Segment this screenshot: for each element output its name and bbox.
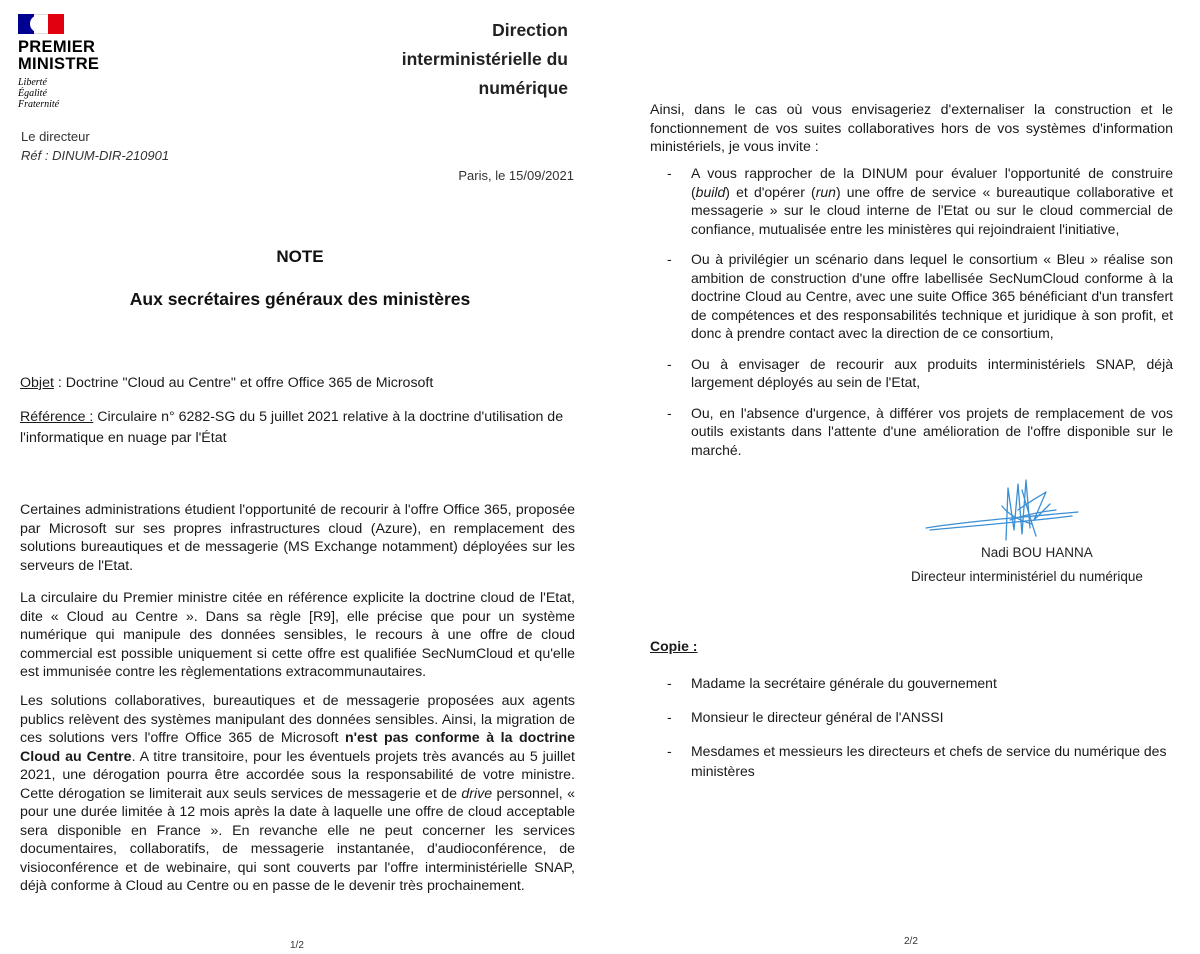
- signatory-title: Directeur interministériel du numérique: [911, 569, 1143, 584]
- bullet-1-italic-build: build: [695, 183, 726, 200]
- signatory-name: Nadi BOU HANNA: [981, 545, 1093, 560]
- addressee: Aux secrétaires généraux des ministères: [129, 289, 471, 309]
- paragraph-3-italic: drive: [461, 785, 493, 802]
- reference-code: Réf : DINUM-DIR-210901: [21, 148, 170, 163]
- objet-text: : Doctrine "Cloud au Centre" et offre Office 365 de Microsoft: [53, 375, 434, 391]
- invitation-list: [650, 164, 1173, 471]
- dash-bullet: -: [667, 709, 672, 725]
- page-number: 1/2: [290, 940, 304, 951]
- copie-label: Copie :: [650, 638, 698, 654]
- copie-item-text: Monsieur le directeur général de l'ANSSI: [691, 709, 944, 725]
- dash-bullet: -: [667, 675, 672, 691]
- paragraph-1: Certaines administrations étudient l'opportunité de recourir à l'offre Office 365, proposée par Microsoft sur ses propres infrastructures cloud (Azure), en remplacement des solutions bureautiques et de messagerie (MS Exchange notamment) déployées sur les serveurs de l'Etat.: [20, 502, 575, 574]
- bullet-2-text: Ou à privilégier un scénario dans lequel le consortium « Bleu » réalise son ambition de construction d'une offre labellisée SecNumCloud conforme à la doctrine Cloud au Centre, avec une suite Office 365 bénéficiant d'un transfert de compétences et des responsabilités technique et juridique à son profit, et donc à prendre contact avec la direction de ce consortium,: [691, 251, 1173, 341]
- bullet-1-part-a: A vous rapprocher de la DINUM pour évaluer l'opportunité de construire (: [691, 165, 1173, 200]
- list-item: [650, 250, 1173, 343]
- direction-title: Direction interministérielle du numérique: [401, 20, 568, 98]
- objet-line: [20, 374, 433, 393]
- bullet-4-text: Ou, en l'absence d'urgence, à différer vos projets de remplacement de vos outils existants dans l'attente d'une amélioration de l'offre disponible sur le marché.: [691, 404, 1173, 458]
- paragraph-3-part-a: Les solutions collaboratives, bureautiques et de messagerie proposées aux agents publics relèvent des systèmes manipulant des données sensibles. Ainsi, la migration de ces solutions vers l'offre Office 365 de Microsoft: [20, 693, 575, 746]
- bullet-1-part-b: ) et d'opérer (: [725, 183, 816, 200]
- list-item: [650, 355, 1173, 392]
- paragraph-3-bold: n'est pas conforme à la doctrine Cloud au Centre: [20, 730, 575, 765]
- dash-bullet: -: [667, 404, 672, 421]
- copie-list: [650, 673, 1180, 795]
- list-item: [650, 673, 1180, 693]
- bullet-1-part-c: ) une offre de service « bureautique collaborative et messagerie » sur le cloud interne de l'Etat ou sur le cloud commercial de confiance, mutualisée entre les ministères qui rejoindraient l'initiative,: [691, 183, 1173, 237]
- note-title: NOTE: [276, 247, 324, 266]
- dash-bullet: -: [667, 251, 672, 267]
- paragraph-2: La circulaire du Premier ministre citée en référence explicite la doctrine cloud de l'Etat, dite « Cloud au Centre ». Dans sa règle [R9], elle précise que pour un système numérique qui manipule des données sensibles, le recours à une offre de cloud commercial est possible uniquement si cette offre est qualifiée SecNumCloud et qu'elle est immunisée contre les règlementations extracommunautaires.: [20, 590, 575, 680]
- logo-motto: Liberté Égalité Fraternité: [18, 77, 60, 110]
- dash-bullet: -: [667, 165, 672, 181]
- list-item: [650, 741, 1180, 781]
- page-number: 2/2: [904, 936, 918, 947]
- paragraph-3-part-b: . A titre transitoire, pour les éventuels projets très avancés au 5 juillet 2021, une dérogation pourra être accordée sous la responsabilité de votre ministre. Cette dérogation se limiterait aux seuls services de messagerie et de: [20, 748, 575, 802]
- reference-text-1: Circulaire n° 6282-SG du 5 juillet 2021 relative à la doctrine d'utilisation de: [93, 409, 564, 425]
- document-page-2: [600, 0, 1200, 954]
- objet-label: Objet: [20, 375, 54, 391]
- list-item: [650, 404, 1173, 460]
- marianne-flag-icon: [18, 14, 64, 34]
- logo-title: PREMIER MINISTRE: [18, 38, 100, 73]
- place-date: Paris, le 15/09/2021: [458, 168, 574, 183]
- dash-bullet: -: [667, 355, 672, 372]
- dash-bullet: -: [667, 743, 672, 759]
- sender-role: Le directeur: [21, 129, 90, 144]
- reference-line-2: l'informatique en nuage par l'État: [20, 430, 227, 446]
- reference-line: [20, 408, 563, 427]
- paragraph-3: [20, 692, 575, 896]
- paragraph-3-part-c: personnel, « pour une durée limitée à 12 mois après la date à laquelle une offre de cloud acceptable sera disponible en France ». En revanche elle ne peut concerner les services documentaires, collaboratifs, de messagerie instantanée, d'audioconférence, de visioconférence et de webinaire, qui sont couverts par l'offre interministérielle SNAP, déjà conforme à Cloud au Centre ou en passe de le devenir très prochainement.: [20, 785, 575, 894]
- bullet-3-text: Ou à envisager de recourir aux produits interministériels SNAP, déjà largement déployés au sein de l'Etat,: [691, 355, 1173, 390]
- copie-item-text: Mesdames et messieurs les directeurs et chefs de service du numérique des ministères: [691, 743, 1167, 779]
- reference-label: Référence :: [20, 409, 94, 425]
- handwritten-signature: [922, 470, 1082, 550]
- list-item: [650, 707, 1180, 727]
- list-item: [650, 164, 1173, 238]
- intro-paragraph: Ainsi, dans le cas où vous envisageriez d'externaliser la construction et le fonctionnement de vos suites collaboratives hors de vos systèmes d'information ministériels, je vous invite :: [650, 102, 1173, 155]
- bullet-1-italic-run: run: [815, 183, 836, 200]
- copie-item-text: Madame la secrétaire générale du gouvernement: [691, 675, 997, 691]
